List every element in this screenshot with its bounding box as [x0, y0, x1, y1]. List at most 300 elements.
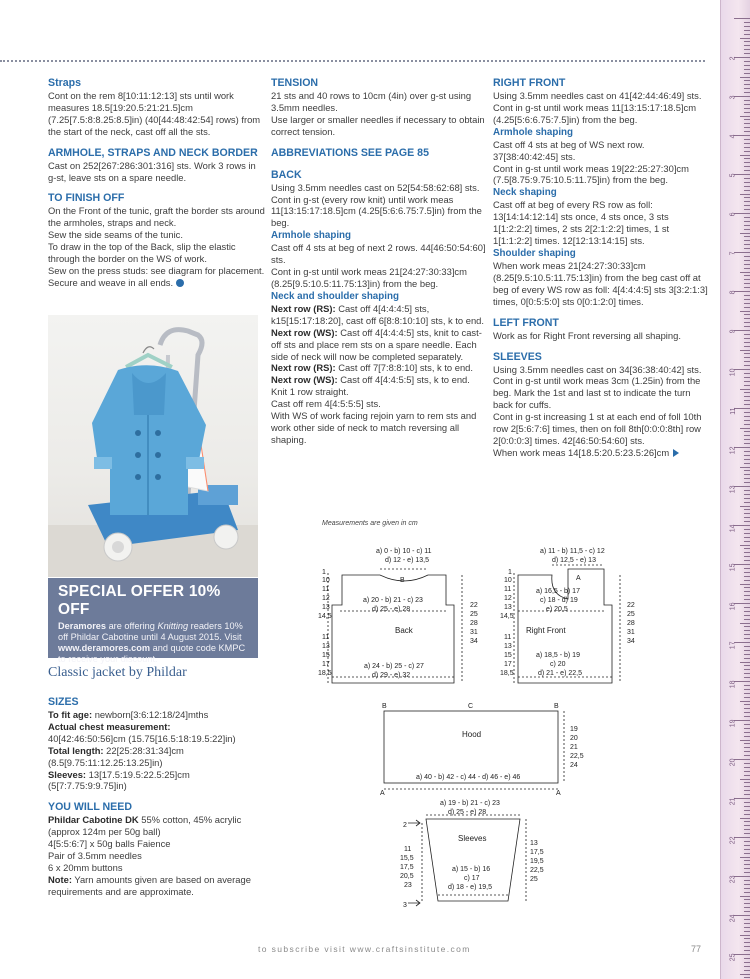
ruler-tick — [744, 338, 750, 339]
back-left2-1: 13 — [322, 643, 330, 650]
front-letter: A — [576, 575, 581, 582]
back-p5: Knit 1 row straight. — [271, 386, 349, 398]
ruler-tick — [744, 537, 750, 538]
ruler-tick — [744, 307, 750, 308]
ruler-number: 11 — [729, 407, 737, 415]
ruler-tick — [734, 915, 750, 916]
ruler-tick — [744, 201, 750, 202]
heading-right-front: RIGHT FRONT — [493, 77, 566, 89]
ruler-tick — [744, 131, 750, 132]
offer-text — [58, 621, 248, 665]
ruler-tick — [744, 658, 750, 659]
hood-bottom: a) 40 - b) 42 - c) 44 - d) 46 - e) 46 — [416, 774, 521, 781]
ruler-tick — [744, 669, 750, 670]
ruler-tick — [744, 810, 750, 811]
ruler-tick — [744, 634, 750, 635]
ruler-tick — [744, 615, 750, 616]
front-left1-1: 10 — [504, 577, 512, 584]
ruler-number: 10 — [729, 368, 737, 377]
heading-sleeves: SLEEVES — [493, 350, 542, 363]
ruler-tick — [744, 938, 750, 939]
heading-armhole-straps-neck: ARMHOLE, STRAPS AND NECK BORDER — [48, 146, 258, 159]
ruler-tick — [744, 143, 750, 144]
back-left2-2: 15 — [322, 652, 330, 659]
row4-text: Cast off 4[4:4:5:5] sts, k to end. — [337, 374, 470, 386]
column-2 — [271, 77, 489, 446]
ruler-tick — [744, 260, 750, 261]
ruler-tick — [734, 369, 750, 370]
ruler-tick — [740, 389, 750, 390]
ruler-tick — [740, 740, 750, 741]
ruler-tick — [744, 673, 750, 674]
ruler-tick — [744, 420, 750, 421]
ruler-tick — [744, 580, 750, 581]
ruler-tick — [744, 626, 750, 627]
ruler-tick — [744, 942, 750, 943]
ruler-tick — [744, 864, 750, 865]
ruler-tick — [744, 400, 750, 401]
sleeve-top2: d) 25 - e) 28 — [448, 809, 487, 816]
ruler-tick — [734, 837, 750, 838]
ruler-tick — [734, 486, 750, 487]
ruler-tick — [740, 896, 750, 897]
sleeves-p3: Cont in g-st increasing 1 st at each end of foll 10th row 2[5:6:7:6] times, then on foll 8th[0:0:0:8th] row 2[0:0:0:3] times. 42[46:50:54:60] sts. — [493, 411, 702, 446]
back-right-3: 31 — [470, 629, 478, 636]
offer-text1: are offering — [106, 621, 158, 631]
ruler-tick — [744, 357, 750, 358]
ruler-tick — [744, 790, 750, 791]
back-left1-0: 1 — [322, 569, 326, 576]
ruler-tick — [744, 509, 750, 510]
offer-mag: Knitting — [157, 621, 189, 631]
buttons: 6 x 20mm buttons — [48, 861, 123, 873]
ruler-tick — [744, 240, 750, 241]
front-right-1: 25 — [627, 611, 635, 618]
ruler-tick — [740, 701, 750, 702]
finish-p4 — [48, 265, 266, 289]
photo-caption: Classic jacket by Phildar — [48, 665, 187, 680]
ruler-number: 5 — [729, 173, 737, 178]
back-row4 — [271, 374, 489, 386]
ruler-tick — [744, 334, 750, 335]
ruler-tick — [744, 346, 750, 347]
sleeves-p4 — [493, 447, 708, 459]
column-1 — [48, 77, 266, 289]
ruler-tick — [744, 736, 750, 737]
jacket-photo-illustration — [48, 315, 258, 577]
ruler-tick — [744, 950, 750, 951]
ruler-number: 21 — [729, 797, 737, 806]
ruler-tick — [744, 868, 750, 869]
hood-letter-2: B — [554, 703, 559, 710]
ruler-tick — [744, 923, 750, 924]
sleeves-p4-text: When work meas 14[18.5:20.5:23.5:26]cm — [493, 446, 670, 458]
back-right-4: 34 — [470, 638, 478, 645]
ruler-tick — [740, 311, 750, 312]
ruler-tick — [744, 646, 750, 647]
back-right-1: 25 — [470, 611, 478, 618]
ruler-tick — [744, 806, 750, 807]
ruler-tick — [744, 704, 750, 705]
ruler-number: 4 — [729, 134, 737, 139]
ruler-tick — [744, 552, 750, 553]
ruler-tick — [744, 833, 750, 834]
ruler-tick — [744, 767, 750, 768]
ruler-tick — [744, 264, 750, 265]
straps-text: Cont on the rem 8[10:11:12:13] sts until work measures 18.5[19:20.5:21:21.5]cm (7.25[7.5:8:8.25:8.5]in) (40[44:48:42:54] rows) from the start of the neck, cast off all the sts. — [48, 90, 261, 137]
ruler-tick — [744, 572, 750, 573]
ruler-tick — [740, 155, 750, 156]
front-bot2: c) 20 — [550, 661, 566, 668]
ruler-tick — [744, 314, 750, 315]
ruler-tick — [744, 708, 750, 709]
ruler-tick — [744, 100, 750, 101]
rf-p5: Cast off at beg of every RS row as foll: 13[14:14:12:14] sts once, 4 sts once, 3 sts 1[1:2:2:2] times, 2 sts 2[2:1:2:2] times, 1 st 1[1:1:2:2] times. 12[12:13:14:15] sts. — [493, 199, 670, 247]
sleeve-left-2: 17,5 — [400, 864, 414, 871]
ruler-tick — [744, 494, 750, 495]
ruler-tick — [744, 236, 750, 237]
ruler-tick — [744, 322, 750, 323]
ruler-tick — [744, 829, 750, 830]
back-p2: Cont in g-st (every row knit) until work meas 11[13:15:17:18.5]cm (4.25[5:6:6.75:7.5]in) from the beg. — [271, 193, 482, 229]
ruler-tick — [744, 533, 750, 534]
yarn — [48, 814, 266, 838]
ruler-tick — [740, 623, 750, 624]
ruler-tick — [744, 521, 750, 522]
ruler-tick — [744, 665, 750, 666]
back-p3: Cast off 4 sts at beg of next 2 rows. 44[46:50:54:60] sts. — [271, 242, 486, 266]
ruler-number: 12 — [729, 446, 737, 455]
back-top1: a) 0 - b) 10 - c) 11 — [376, 548, 432, 555]
ruler-tick — [744, 732, 750, 733]
end-bullet-icon — [176, 279, 184, 287]
ruler-tick — [744, 34, 750, 35]
ruler-tick — [744, 630, 750, 631]
note-value: Yarn amounts given are based on average requirements and are approximate. — [48, 873, 251, 897]
ruler-tick — [744, 431, 750, 432]
front-mid2: c) 18 - d) 19 — [540, 597, 578, 604]
ruler-tick — [744, 30, 750, 31]
ruler-tick — [744, 443, 750, 444]
ruler-number: 3 — [729, 95, 737, 100]
ruler-tick — [744, 638, 750, 639]
ruler-tick — [744, 884, 750, 885]
hood-letter-0: B — [382, 703, 387, 710]
ruler-tick — [744, 919, 750, 920]
ruler-tick — [744, 221, 750, 222]
ruler-tick — [744, 104, 750, 105]
offer-url-link[interactable]: www.deramores.com — [58, 643, 151, 653]
length-value: 22[25:28:31:34]cm (8.5[9.75:11:12.25:13.25]in) — [48, 744, 184, 768]
ruler-tick — [744, 872, 750, 873]
heading-abbreviations: ABBREVIATIONS SEE PAGE 85 — [271, 146, 429, 159]
ruler-tick — [744, 80, 750, 81]
ruler-tick — [744, 299, 750, 300]
ruler-tick — [744, 385, 750, 386]
hood-diagram — [380, 703, 584, 797]
ruler-tick — [744, 439, 750, 440]
needles: Pair of 3.5mm needles — [48, 850, 142, 862]
ruler-tick — [744, 342, 750, 343]
ruler-tick — [734, 759, 750, 760]
ruler-tick — [740, 662, 750, 663]
front-bot1: a) 18,5 - b) 19 — [536, 652, 580, 659]
front-left1-4: 13 — [504, 604, 512, 611]
ruler-tick — [744, 482, 750, 483]
ruler-tick — [744, 416, 750, 417]
fit-value: newborn[3:6:12:18/24]mths — [92, 709, 209, 720]
sleeves-size — [48, 769, 266, 793]
ruler-tick — [744, 747, 750, 748]
front-label: Right Front — [526, 626, 566, 635]
back-right-2: 28 — [470, 620, 478, 627]
ruler-tick — [744, 92, 750, 93]
ruler-tick — [744, 814, 750, 815]
ruler-tick — [744, 361, 750, 362]
ruler-tick — [744, 73, 750, 74]
ruler-tick — [744, 127, 750, 128]
ruler-tick — [740, 272, 750, 273]
sleeve-right-2: 19,5 — [530, 858, 544, 865]
finish-p1: On the Front of the tunic, graft the border sts around the armholes, straps and neck. — [48, 205, 265, 229]
ruler-tick — [744, 53, 750, 54]
sleeves-p1: Using 3.5mm needles cast on 34[36:38:40:42] sts. — [493, 363, 702, 375]
fit-age — [48, 709, 266, 721]
ruler-tick — [744, 716, 750, 717]
ruler-tick — [744, 279, 750, 280]
ruler-tick — [744, 619, 750, 620]
ruler-tick — [734, 642, 750, 643]
offer-title: SPECIAL OFFER 10% OFF — [58, 583, 221, 618]
ruler-tick — [744, 724, 750, 725]
row3-text: Cast off 7[7:8:8:10] sts, k to end. — [335, 362, 474, 374]
ruler-number: 19 — [729, 719, 737, 728]
ruler-tick — [744, 166, 750, 167]
back-p4: Cont in g-st until work meas 21[24:27:30:33]cm (8.25[9.5:10.5:11.75:13]in) from the beg. — [271, 266, 467, 289]
hood-letter-4: A — [556, 790, 561, 797]
ruler-tick — [744, 541, 750, 542]
ruler-tick — [744, 911, 750, 912]
ruler-tick — [744, 880, 750, 881]
sleeve-right-4: 25 — [530, 876, 538, 883]
ruler-tick — [744, 225, 750, 226]
back-row1 — [271, 303, 489, 327]
rf-p3: Cast off 4 sts at beg of WS next row. 37[38:40:42:45] sts. — [493, 138, 645, 162]
ruler-tick — [744, 849, 750, 850]
ruler-tick — [740, 974, 750, 975]
ruler-tick — [744, 677, 750, 678]
ruler-tick — [740, 779, 750, 780]
ruler-tick — [744, 853, 750, 854]
ruler-tick — [744, 786, 750, 787]
measurements-note: Measurements are given in cm — [322, 520, 418, 527]
ruler-tick — [744, 65, 750, 66]
front-left2-1: 13 — [504, 643, 512, 650]
ruler-tick — [744, 966, 750, 967]
back-bot2: d) 29 - e) 32 — [372, 672, 411, 679]
ruler-tick — [734, 603, 750, 604]
hood-letter-3: A — [380, 790, 385, 797]
ruler-tick — [744, 88, 750, 89]
back-mid1: a) 20 - b) 21 - c) 23 — [363, 597, 423, 604]
hood-right-1: 20 — [570, 735, 578, 742]
ruler-tick — [744, 599, 750, 600]
chest-value: 40[42:46:50:56]cm (15.75[16.5:18:19.5:22]in) — [48, 732, 236, 744]
ruler-tick — [744, 825, 750, 826]
front-left1-3: 12 — [504, 595, 512, 602]
ruler-tick — [744, 728, 750, 729]
ruler-tick — [744, 650, 750, 651]
ruler-tick — [744, 84, 750, 85]
ruler-tick — [744, 845, 750, 846]
ruler-tick — [744, 45, 750, 46]
ruler-tick — [744, 26, 750, 27]
row3-label: Next row (RS): — [271, 362, 336, 374]
ruler-tick — [744, 697, 750, 698]
back-left1-2: 11 — [322, 586, 330, 593]
sleeve-top1: a) 19 - b) 21 - c) 23 — [440, 800, 500, 807]
rf-p6: When work meas 21[24:27:30:33]cm (8.25[9.5:10.5:11.75:13]in) from the beg cast off at beg of every WS row as foll: 4[4:4:4:5] sts 3[3:2:1:3] times, 0[0:5:5:0] sts 0[0:1:2:0] times. — [493, 259, 708, 307]
offer-brand: Deramores — [58, 621, 107, 631]
armhole-text: Cast on 252[267:286:301:316] sts. Work 3 rows in g-st, leave sts on a spare needle. — [48, 159, 256, 183]
back-bot1: a) 24 - b) 25 - c) 27 — [364, 663, 424, 670]
heading-straps: Straps — [48, 77, 81, 89]
ruler-number: 9 — [729, 329, 737, 334]
ruler-tick — [744, 186, 750, 187]
ruler-tick — [744, 907, 750, 908]
ruler-number: 22 — [729, 836, 737, 845]
heading-back: BACK — [271, 168, 302, 181]
chest-label: Actual chest measurement: — [48, 720, 171, 732]
ruler-tick — [744, 478, 750, 479]
ruler-tick — [734, 798, 750, 799]
ruler-tick — [740, 350, 750, 351]
sleeve-mid3: d) 18 - e) 19,5 — [448, 884, 492, 891]
ruler-tick — [744, 693, 750, 694]
ruler-number: 8 — [729, 290, 737, 295]
ruler-tick — [744, 474, 750, 475]
ruler-tick — [744, 685, 750, 686]
ruler-tick — [744, 611, 750, 612]
ruler-tick — [744, 41, 750, 42]
heading-sizes: SIZES — [48, 696, 79, 708]
ruler-tick — [744, 170, 750, 171]
heading-rf-neck: Neck shaping — [493, 187, 557, 199]
ruler-tick — [744, 22, 750, 23]
ruler-tick — [744, 568, 750, 569]
ruler-tick — [744, 248, 750, 249]
ruler-tick — [744, 607, 750, 608]
ruler-tick — [744, 392, 750, 393]
ruler-tick — [744, 373, 750, 374]
ruler-tick — [744, 689, 750, 690]
ruler-tick — [744, 229, 750, 230]
back-left1-5: 14,5 — [318, 613, 332, 620]
sleeves-value: 13[17.5:19.5:22.5:25]cm (5[7:7.75:9:9.75]in) — [48, 768, 190, 792]
continue-arrow-icon — [673, 449, 679, 457]
heading-back-neck: Neck and shoulder shaping — [271, 290, 399, 302]
ruler-tick — [734, 525, 750, 526]
ruler-tick — [744, 931, 750, 932]
back-p1: Using 3.5mm needles cast on 52[54:58:62:68] sts. — [271, 181, 480, 193]
ruler-tick — [744, 548, 750, 549]
ruler-tick — [734, 876, 750, 877]
back-left1-4: 13 — [322, 604, 330, 611]
row1-label: Next row (RS): — [271, 302, 336, 314]
fit-label: To fit age: — [48, 709, 93, 720]
ruler-tick — [744, 502, 750, 503]
front-right-0: 22 — [627, 602, 635, 609]
ruler-tick — [734, 720, 750, 721]
ruler-number: 2 — [729, 56, 737, 61]
ruler-tick — [744, 139, 750, 140]
hood-letter-1: C — [468, 703, 474, 710]
ruler-tick — [744, 268, 750, 269]
ruler-tick — [744, 217, 750, 218]
ruler-tick — [744, 751, 750, 752]
front-right-4: 34 — [627, 638, 635, 645]
ruler-number: 13 — [729, 485, 737, 494]
ruler-tick — [744, 151, 750, 152]
length-label: Total length: — [48, 744, 104, 756]
ruler-tick — [744, 498, 750, 499]
ruler-number: 20 — [729, 758, 737, 767]
ruler-tick — [740, 545, 750, 546]
ruler-number: 16 — [729, 602, 737, 611]
ruler-tick — [744, 517, 750, 518]
top-dotted-rule — [0, 60, 705, 62]
ruler-tick — [744, 49, 750, 50]
offer-text3: and quote code KMPC to receive your discount. — [58, 643, 246, 664]
ruler-tick — [740, 584, 750, 585]
front-bot3: d) 21 - e) 22,5 — [538, 670, 582, 677]
offer-text2: readers 10% off Phildar Cabotine until 4 August 2015. Visit — [58, 621, 243, 642]
ruler-number: 15 — [729, 563, 737, 572]
ruler-tick — [744, 576, 750, 577]
front-left2-0: 11 — [504, 634, 512, 641]
ruler-tick — [740, 38, 750, 39]
ruler-tick — [744, 244, 750, 245]
ruler-tick — [744, 763, 750, 764]
ruler-tick — [734, 564, 750, 565]
ruler-number: 18 — [729, 680, 737, 689]
hood-right-0: 19 — [570, 726, 578, 733]
ruler-tick — [744, 560, 750, 561]
ruler-tick — [740, 194, 750, 195]
finish-p2: Sew the side seams of the tunic. — [48, 229, 183, 241]
ruler-tick — [744, 197, 750, 198]
ruler-number: 23 — [729, 875, 737, 884]
back-left2-4: 18,5 — [318, 670, 332, 677]
note-label: Note: — [48, 873, 72, 885]
back-left2-0: 11 — [322, 634, 330, 641]
ruler-tick — [744, 587, 750, 588]
column-1-lower — [48, 696, 266, 898]
ruler-tick — [744, 977, 750, 978]
row2-text: Cast off 4[4:4:4:5] sts, knit to cast-off sts and place rem sts on a spare needle. Each side of neck will now be completed separately. — [271, 326, 482, 362]
front-right-2: 28 — [627, 620, 635, 627]
heading-finish: TO FINISH OFF — [48, 192, 125, 205]
ruler-tick — [744, 396, 750, 397]
ruler-tick — [744, 529, 750, 530]
front-top1: a) 11 - b) 11,5 - c) 12 — [540, 548, 605, 555]
ruler-tick — [744, 119, 750, 120]
ruler-tick — [744, 743, 750, 744]
page-number: 77 — [691, 944, 702, 954]
tension-p2: Use larger or smaller needles if necessary to obtain correct tension. — [271, 113, 485, 137]
hood-right-2: 21 — [570, 744, 578, 751]
row2-label: Next row (WS): — [271, 326, 338, 338]
